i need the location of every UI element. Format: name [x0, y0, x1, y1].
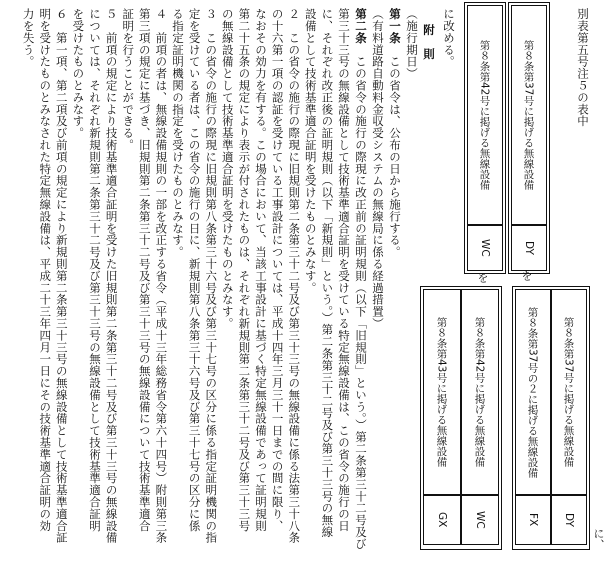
body-line: 明を受けたものとみなされた特定無線設備は、平成二十三年四月一日にその技術基準適合証明の効: [38, 8, 53, 532]
body-line: ６ 第一項、第二項及び前項の規定により新規則第二条第三十三号の無線設備として技術基準適合証: [54, 8, 69, 544]
fusoku-heading: 附 則: [422, 24, 436, 60]
body-line: 定を受けている者は、この省令の施行の日に、新規則第八条第三十六号及び第三十七号の区分に係: [187, 8, 202, 532]
article-2-line-0: 第二条 この省令の施行の際現に改正前の証明規則（以下「旧規則」という。）第二条第三十二号及び: [354, 8, 368, 550]
body-line: を受けたものとみなす。: [71, 8, 86, 139]
article-1: [386, 8, 403, 258]
table-cell-name: 第８条第37号に掲げる無線設備: [551, 289, 587, 495]
body-line: 証明を行うことができる。: [121, 8, 136, 151]
table-cell-code: WC: [461, 495, 499, 545]
article-2-subheading: （有料道路自動料金収受システムの無線局に係る経過措置）: [371, 8, 385, 330]
table-cell-code: FX: [515, 495, 551, 545]
table-cell-name: 第８条第42号に掲げる無線設備: [467, 5, 503, 225]
conjunction-wo: を: [520, 270, 533, 281]
table-new-wc-gx: [420, 286, 502, 550]
body-line: 第三十三号の無線設備として技術基準適合証明を受けている特定無線設備は、この省令の施行の日: [337, 8, 351, 532]
table-cell-code: DY: [511, 225, 547, 271]
table-cell-name: 第８条第37号に掲げる無線設備: [511, 5, 547, 225]
conjunction-ni: に、: [592, 528, 605, 550]
table-old-wc: [464, 2, 506, 274]
table-cell-code: DY: [551, 495, 587, 545]
article-1-label: 第一条: [388, 8, 402, 44]
article-2-label: 第二条: [354, 8, 368, 44]
table-cell-code: WC: [467, 225, 503, 271]
body-line: については、それぞれ新規則第二条第三十二号及び第三十三号の無線設備として技術基準適合証明: [88, 8, 102, 532]
table-new-dy-fx: [512, 286, 590, 550]
body-line: 第二十五条の規定により表示が付されたものは、それぞれ新規則第二条第三十二号及び第三十三号: [237, 8, 252, 532]
table-cell-name: 第８条第37号の２に掲げる無線設備: [515, 289, 551, 495]
table-cell-code: GX: [423, 495, 461, 545]
body-line: ２ この省令の施行の際現に旧規則第二条第三十二号及び第三十三号の無線設備に係る法第三十八条: [287, 8, 302, 544]
table-old-dy: [508, 2, 550, 274]
body-line: の十六第一項の認証を受けている工事設計については、平成十四年三月三十一日までの間に限り、: [270, 8, 285, 532]
table-cell-name: 第８条第43号に掲げる無線設備: [423, 289, 461, 495]
conjunction-wo-2: を: [476, 272, 489, 283]
sekou-heading: （施行期日）: [405, 8, 419, 80]
article-1-text: この省令は、公布の日から施行する。: [388, 55, 402, 258]
body-line: る指定証明機関の指定を受けたものとみなす。: [171, 8, 185, 258]
table-cell-name: 第８条第42号に掲げる無線設備: [461, 289, 499, 495]
body-line: ３ この省令の施行の際現に旧規則第八条第三十六号及び第三十七号の区分に係る指定証明機関の指: [204, 8, 219, 544]
body-line: ５ 前項の規定により技術基準適合証明を受けた旧規則第二条第三十二号及び第三十三号の無線設備: [104, 8, 119, 544]
body-line: ４ 前項の者は、無線設備規則の一部を改正する省令（平成十三年総務省令第六十四号）附則第三条: [154, 8, 169, 544]
intro-line: 別表第五号注５の表中: [576, 8, 590, 127]
body-line: なおその効力を有する。この場合において、当該工事設計に基づく特定無線設備であって証明規則: [254, 8, 268, 532]
body-line: 力を失う。: [21, 8, 36, 68]
kaimeru-line: に改める。: [442, 8, 456, 68]
body-line: 第三項の規定に基づき、旧規則第二条第三十二号及び第三十三号の無線設備について技術基準適合: [137, 8, 152, 532]
body-line: 設備として技術基準適合証明を受けたものとみなす。: [303, 8, 318, 294]
body-line: の無線設備として技術基準適合証明を受けたものとみなす。: [220, 8, 235, 330]
body-line: に、それぞれ改正後の証明規則（以下「新規則」という。）第二条第三十二号及び第三十三号の無線: [320, 8, 335, 538]
